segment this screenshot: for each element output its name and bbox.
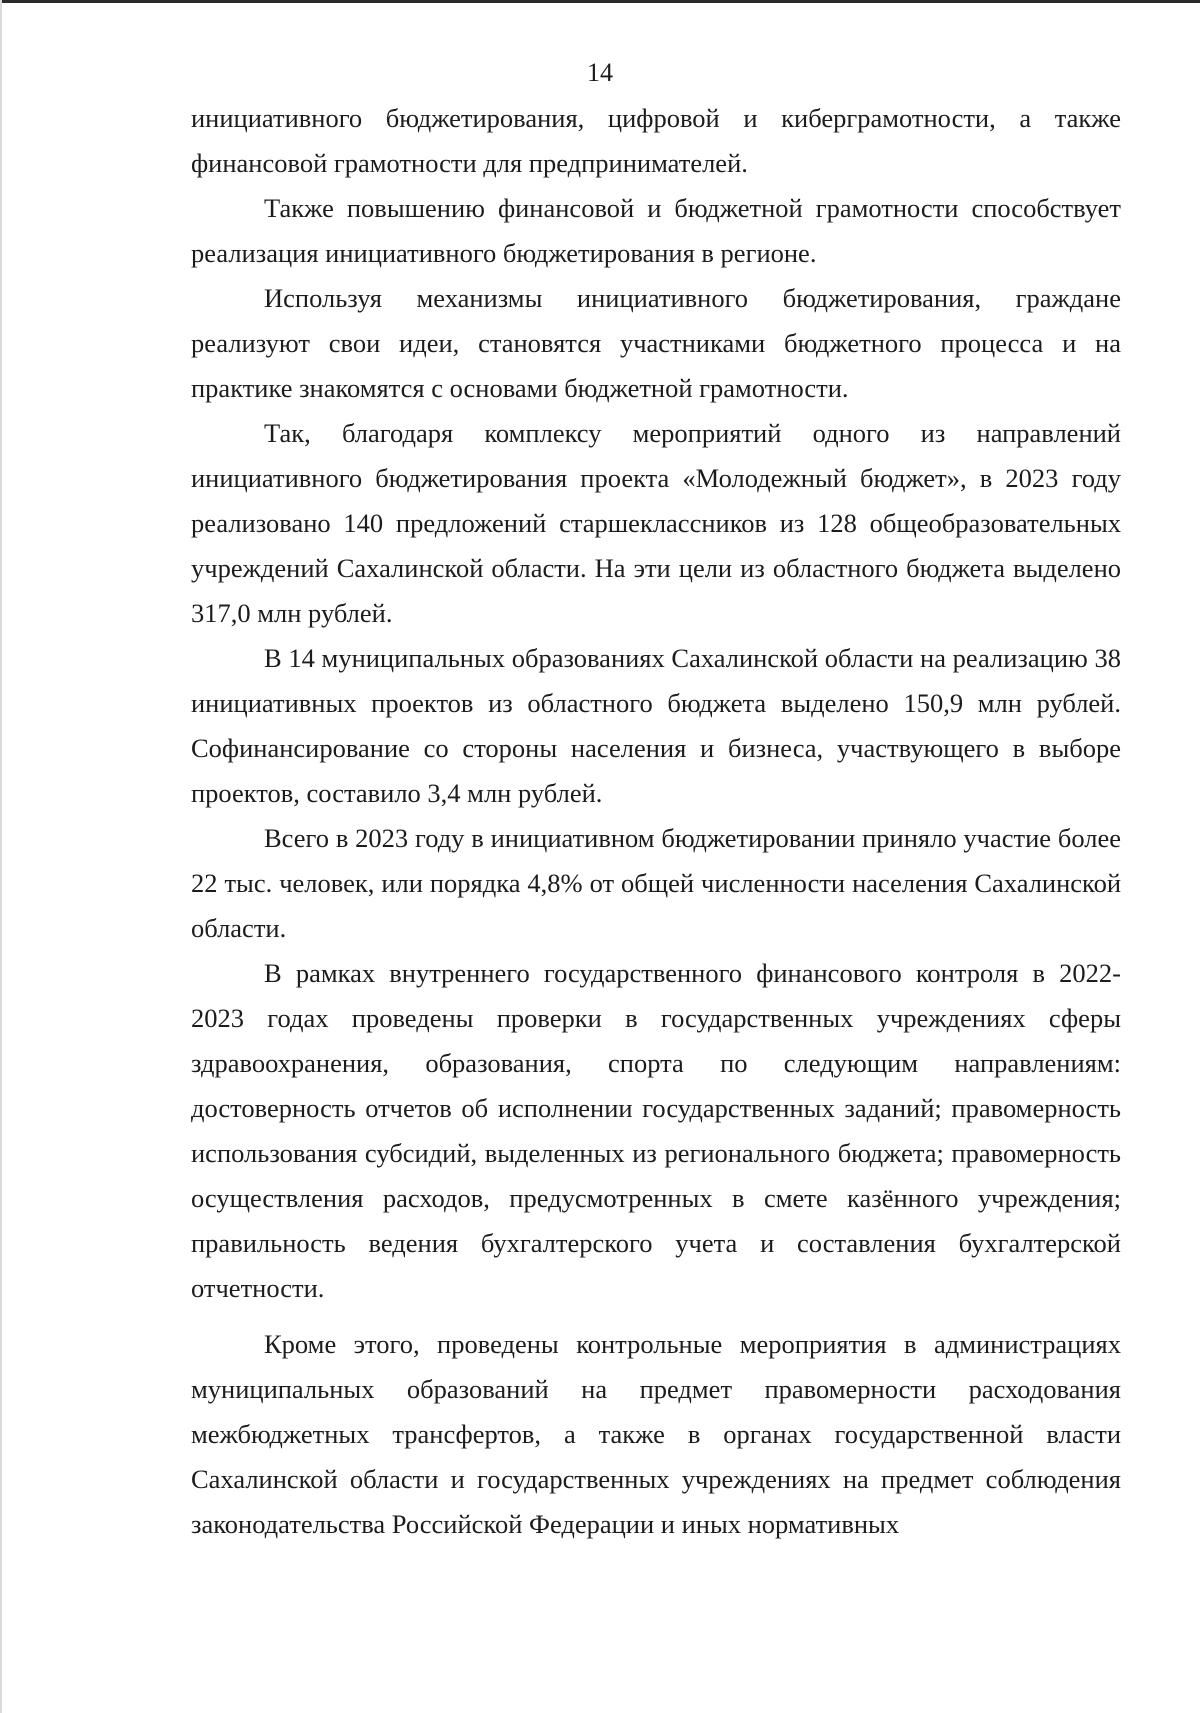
paragraph-continuation: инициативного бюджетирования, цифровой и киберграмотности, а также финансовой грамотности для предпринимателей. xyxy=(191,103,1121,178)
scan-top-edge xyxy=(0,0,1200,3)
scan-left-edge xyxy=(0,0,2,1713)
paragraph-municipal-projects: В 14 муниципальных образованиях Сахалинской области на реализацию 38 инициативных проектов из областного бюджета выделено 150,9 млн рублей. Софинансирование со стороны населения и бизнеса, участвующего в выборе проектов, составило 3,4 млн рублей. xyxy=(191,643,1121,808)
document-body xyxy=(191,96,1121,1547)
paragraph-initiative-budgeting-literacy: Также повышению финансовой и бюджетной грамотности способствует реализация инициативного бюджетирования в регионе. xyxy=(191,193,1121,268)
paragraph-participation-total: Всего в 2023 году в инициативном бюджетировании приняло участие более 22 тыс. человек, или порядка 4,8% от общей численности населения Сахалинской области. xyxy=(191,823,1121,943)
paragraph-internal-control: В рамках внутреннего государственного финансового контроля в 2022-2023 годах проведены проверки в государственных учреждениях сферы здравоохранения, образования, спорта по следующим направлениям: достоверность отчетов об исполнении государственных заданий; правомерность использования субсидий, выделенных из регионального бюджета; правомерность осуществления расходов, предусмотренных в смете казённого учреждения; правильность ведения бухгалтерского учета и составления бухгалтерской отчетности. xyxy=(191,958,1121,1303)
paragraph-control-activities: Кроме этого, проведены контрольные мероприятия в администрациях муниципальных образований на предмет правомерности расходования межбюджетных трансфертов, а также в органах государственной власти Сахалинской области и государственных учреждениях на предмет соблюдения законодательства Российской Федерации и иных нормативных xyxy=(191,1329,1121,1539)
paragraph-citizen-participation: Используя механизмы инициативного бюджетирования, граждане реализуют свои идеи, становятся участниками бюджетного процесса и на практике знакомятся с основами бюджетной грамотности. xyxy=(191,283,1121,403)
paragraph-youth-budget: Так, благодаря комплексу мероприятий одного из направлений инициативного бюджетирования проекта «Молодежный бюджет», в 2023 году реализовано 140 предложений старшеклассников из 128 общеобразовательных учреждений Сахалинской области. На эти цели из областного бюджета выделено 317,0 млн рублей. xyxy=(191,418,1121,628)
page-number: 14 xyxy=(587,58,613,87)
